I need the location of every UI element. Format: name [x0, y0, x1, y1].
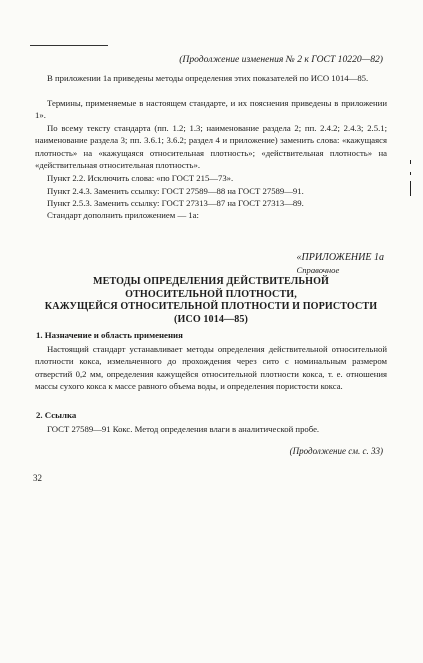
- appendix-label-block: [297, 252, 385, 276]
- paragraph-6: Пункт 2.5.3. Заменить ссылку: ГОСТ 27313—87 на ГОСТ 27313—89.: [47, 198, 304, 208]
- running-header: (Продолжение изменения № 2 к ГОСТ 10220—82): [179, 54, 383, 65]
- appendix-label: «ПРИЛОЖЕНИЕ 1а: [296, 252, 384, 263]
- paragraph-4: Пункт 2.2. Исключить слова: «по ГОСТ 215—73».: [47, 173, 234, 183]
- section-1-text: Настоящий стандарт устанавливает методы определения действительной относительной плотности кокса, измельченного до прохождения через сито с номинальным размером отверстий 0,2 мм, определения кажущейся относительной плотности кокса, т. е. отношения массы сухого кокса к массе равного объема воды, и определения пористости кокса.: [35, 344, 387, 392]
- appendix-note: Справочное: [296, 265, 340, 275]
- margin-mark: [410, 160, 411, 164]
- title-line-1: МЕТОДЫ ОПРЕДЕЛЕНИЯ ДЕЙСТВИТЕЛЬНОЙ: [92, 276, 329, 287]
- title-line-3: КАЖУЩЕЙСЯ ОТНОСИТЕЛЬНОЙ ПЛОТНОСТИ И ПОРИСТОСТИ: [44, 301, 378, 313]
- continuation-note: (Продолжение см. с. 33): [289, 446, 383, 456]
- top-rule: [30, 45, 108, 46]
- title-line-4: (ИСО 1014—85): [174, 313, 248, 325]
- page-number: 32: [33, 473, 42, 483]
- title-line-2: ОТНОСИТЕЛЬНОЙ ПЛОТНОСТИ,: [125, 288, 297, 300]
- section-1-heading: 1. Назначение и область применения: [36, 330, 183, 340]
- paragraph-1: В приложении 1а приведены методы определения этих показателей по ИСО 1014—85.: [47, 73, 369, 83]
- paragraph-3: По всему тексту стандарта (пп. 1.2; 1.3; наименование раздела 2; пп. 2.4.2; 2.4.3; 2.5.1; наименование раздела 3; пп. 3.6.1; 3.6.2; раздел 4 и приложение) заменить слова: «кажущаяся плотность» на «кажущаяся относительная плотность»; «действительная плотность» на «действительная относительная плотность».: [35, 123, 387, 171]
- section-2-heading: 2. Ссылка: [36, 410, 77, 420]
- paragraph-7: Стандарт дополнить приложением — 1а:: [47, 210, 199, 220]
- section-2-text: ГОСТ 27589—91 Кокс. Метод определения влаги в аналитической пробе.: [47, 424, 320, 434]
- section-title: [30, 276, 392, 326]
- margin-mark: [410, 181, 411, 196]
- paragraph-5: Пункт 2.4.3. Заменить ссылку: ГОСТ 27589—88 на ГОСТ 27589—91.: [47, 186, 304, 196]
- paragraph-2: Термины, применяемые в настоящем стандарте, и их пояснения приведены в приложении 1».: [35, 98, 387, 121]
- margin-mark: [410, 172, 411, 175]
